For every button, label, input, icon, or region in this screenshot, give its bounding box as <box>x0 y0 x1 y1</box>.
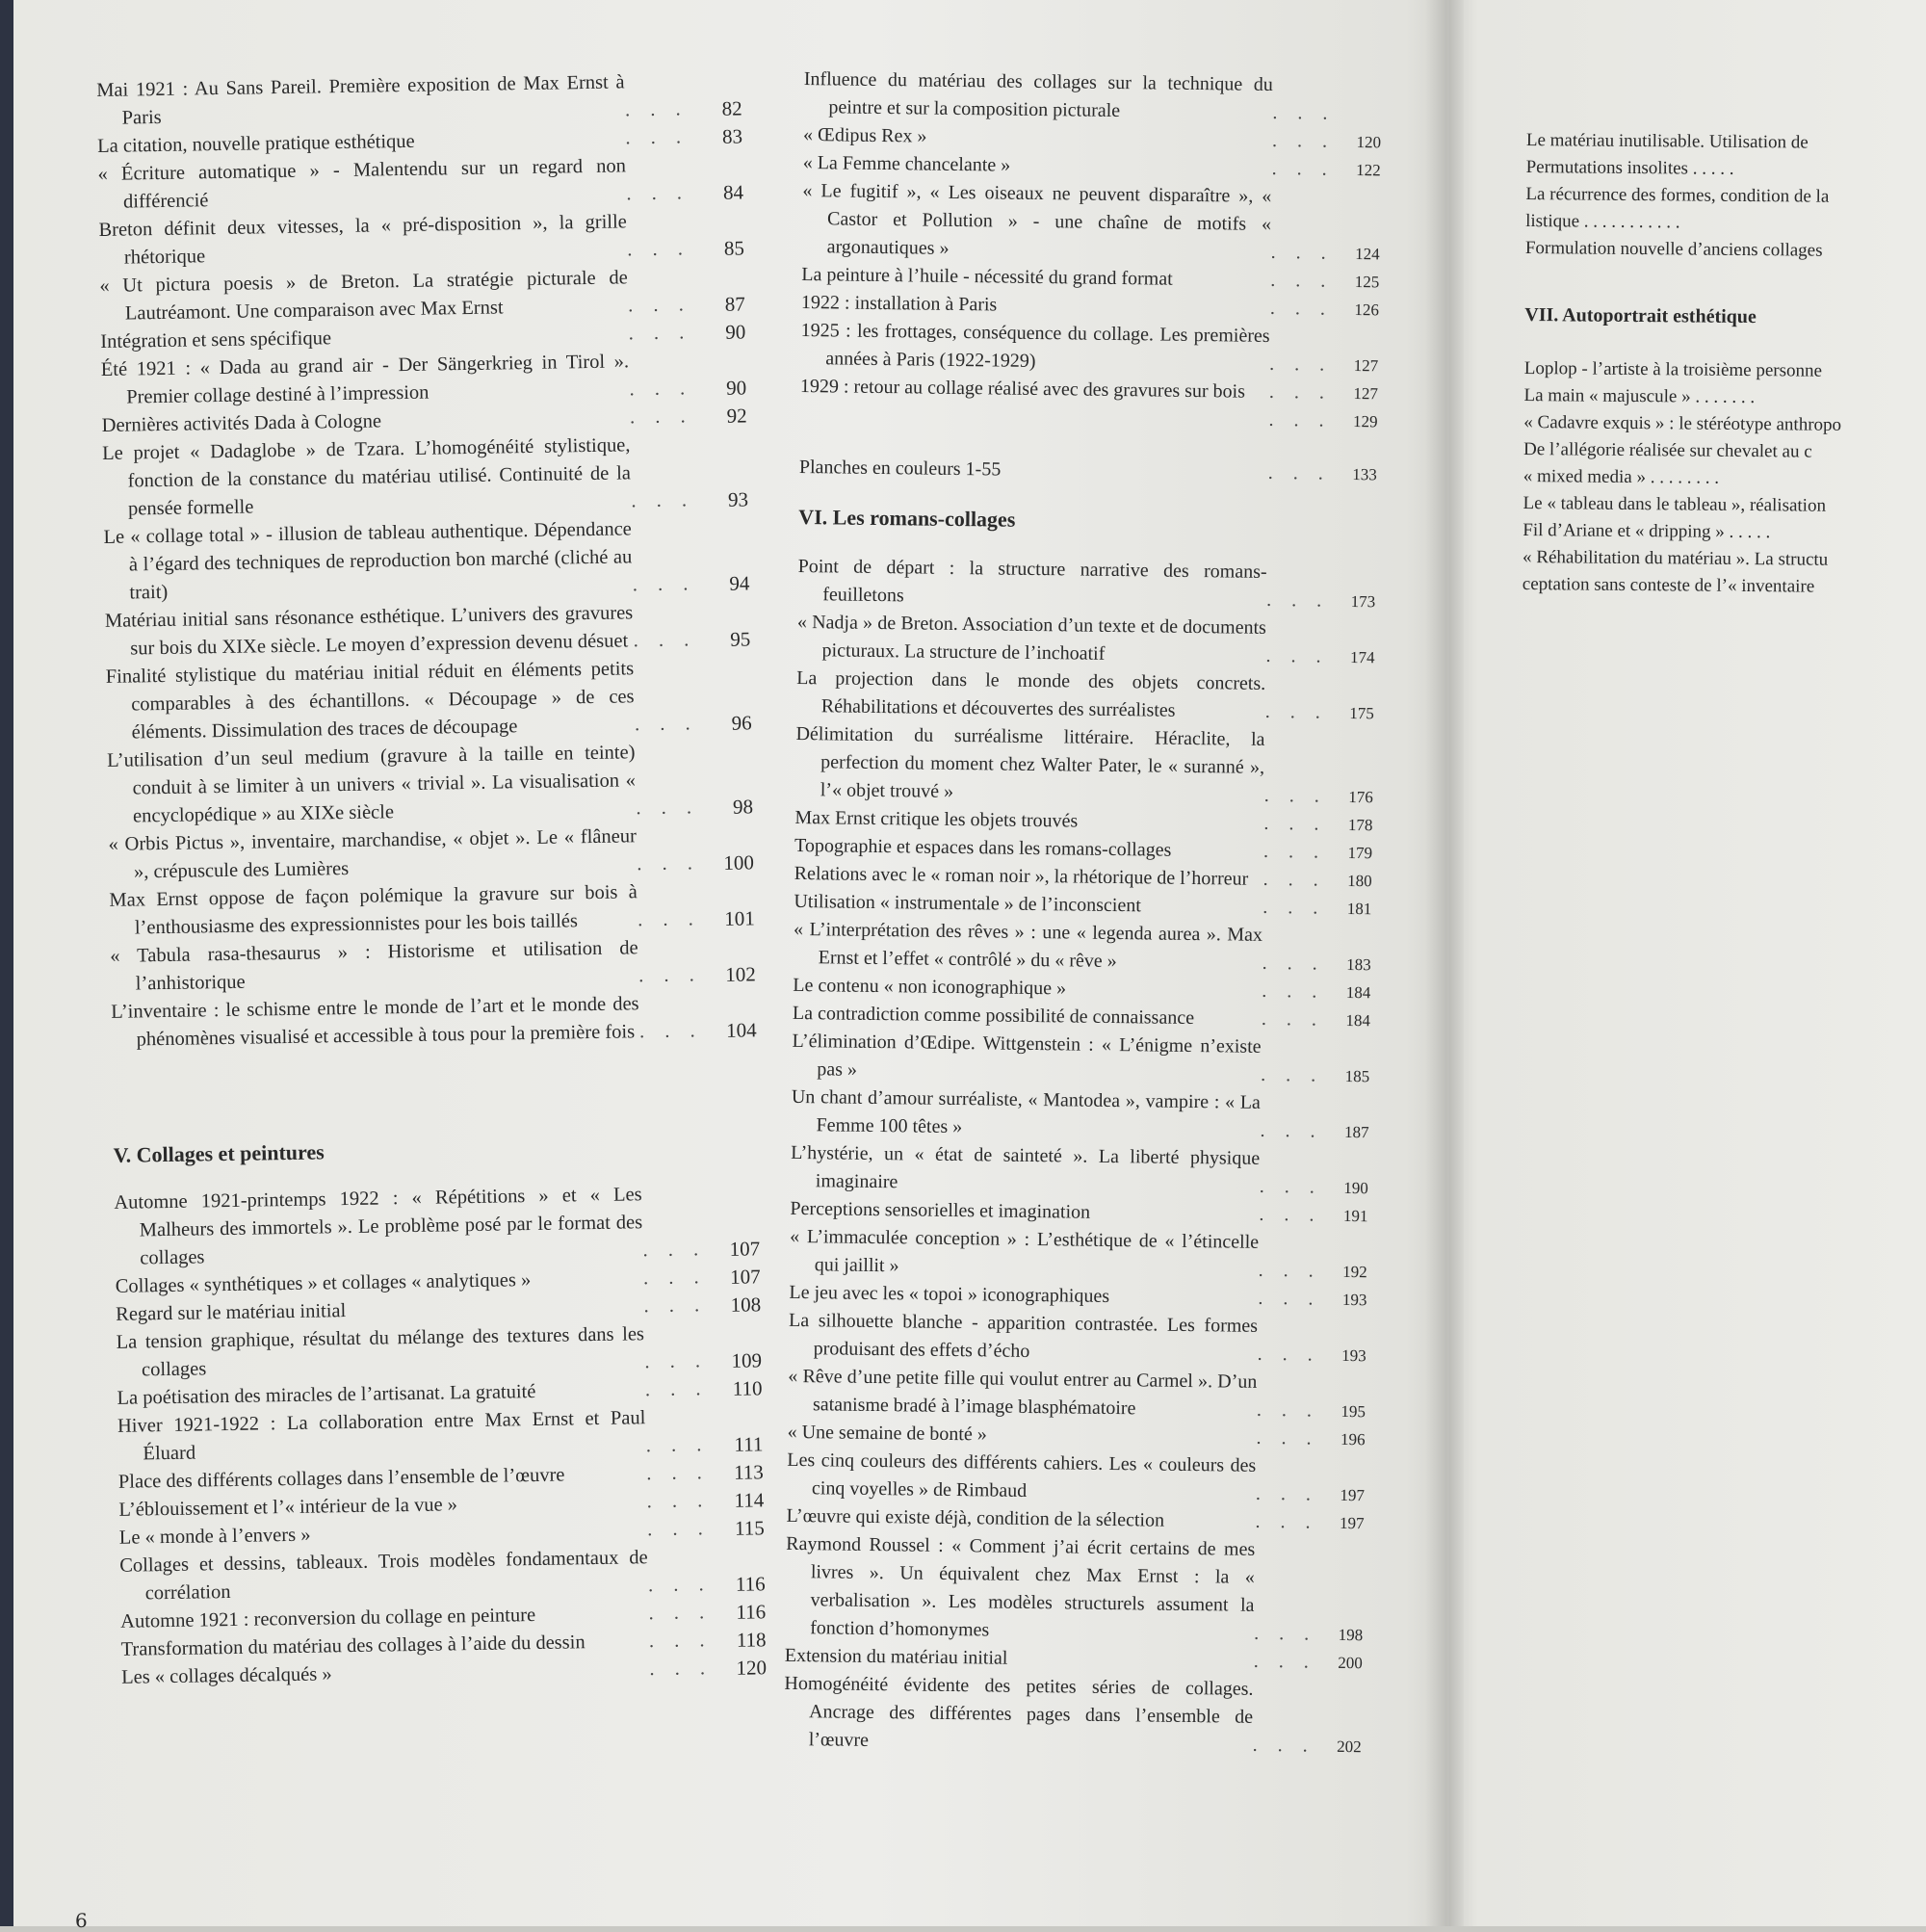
toc-entry <box>800 317 1379 379</box>
toc-entry-page-number: 108 <box>707 1291 761 1319</box>
toc-entry <box>116 1318 762 1385</box>
dot-leader: . . . <box>630 403 693 431</box>
toc-entry-page-number: 192 <box>1321 1258 1367 1287</box>
toc-entry-title: Délimitation du surréalisme littéraire. Héraclite, la perfection du moment chez Walter Pater, le « suranné », l’« objet trouvé » <box>795 720 1265 810</box>
toc-entry-title: listique . . . . . . . . . . . <box>1525 208 1886 238</box>
toc-entry-title: 1922 : installation à Paris <box>801 289 1270 323</box>
dot-leader: . . . <box>1263 810 1326 839</box>
dot-leader: . . . <box>1258 1341 1320 1370</box>
toc-entry-title: Le « tableau dans le tableau », réalisation <box>1523 490 1883 520</box>
toc-entry-page-number: 185 <box>1323 1062 1369 1091</box>
toc-entry <box>796 609 1375 671</box>
toc-entry-page-number: 124 <box>1333 240 1379 269</box>
dot-leader: . . . <box>626 179 690 208</box>
book-cover-edge <box>0 0 13 1926</box>
toc-entry-page-number: 115 <box>711 1514 765 1543</box>
dot-leader: . . . <box>1270 295 1333 324</box>
toc-entry <box>97 150 743 217</box>
dot-leader: . . . <box>1262 894 1325 923</box>
toc-entry-page-number: 184 <box>1324 979 1370 1007</box>
toc-entry-page-number: 198 <box>1316 1621 1363 1650</box>
toc-entry-title: Les cinq couleurs des différents cahiers. Les « couleurs des cinq voyelles » de Rimbaud <box>787 1447 1257 1508</box>
toc-entry-title: Un chant d’amour surréaliste, « Mantodea », vampire : « La Femme 100 têtes » <box>791 1083 1261 1145</box>
toc-entry-title: Intégration et sens spécifique <box>100 320 629 356</box>
dot-leader: . . . <box>631 486 694 515</box>
dot-leader: . . . <box>638 961 702 990</box>
dot-leader: . . . <box>637 849 700 878</box>
toc-entry-page-number: 183 <box>1324 951 1370 979</box>
toc-entry-title: « L’interprétation des rêves » : une « legenda aurea ». Max Ernst et l’effet « contrôlé » du « rêve » <box>794 916 1263 978</box>
dot-leader: . . . <box>649 1655 713 1684</box>
toc-entry-title: Le jeu avec les « topoi » iconographiques <box>789 1279 1258 1313</box>
toc-entry-page-number: 193 <box>1320 1342 1366 1371</box>
toc-entry-page-number: 114 <box>710 1486 764 1515</box>
toc-entry-page-number: 179 <box>1326 839 1372 868</box>
toc-entry-page-number: 87 <box>691 290 745 319</box>
toc-entry-title: « Réhabilitation du matériau ». La structu <box>1523 544 1883 574</box>
dot-leader: . . . <box>643 1292 707 1320</box>
toc-entry-title: Max Ernst critique les objets trouvés <box>794 804 1263 838</box>
toc-entry <box>1523 544 1926 575</box>
dot-leader: . . . <box>1256 1480 1318 1509</box>
dot-leader: . . . <box>1268 459 1331 488</box>
toc-entry-title: Planches en couleurs 1-55 <box>799 454 1268 487</box>
dot-leader: . . . <box>1270 239 1333 268</box>
toc-entry-title: « Une semaine de bonté » <box>787 1419 1256 1452</box>
toc-entry-title: Utilisation « instrumentale » de l’inconscient <box>794 888 1262 922</box>
dot-leader: . . . <box>625 95 689 124</box>
dot-leader: . . . <box>1262 1005 1324 1034</box>
toc-entry-title: La contradiction comme possibilité de connaissance <box>793 1000 1262 1033</box>
toc-entry-page-number: 109 <box>708 1346 762 1375</box>
toc-entry <box>789 1307 1367 1370</box>
toc-entry <box>99 262 745 328</box>
toc-entry-title: Influence du matériau des collages sur la technique du peintre et sur la composition picturale <box>803 65 1273 127</box>
toc-entry-title: « Rêve d’une petite fille qui voulut entrer au Carmel ». D’un satanisme bradé à l’image blasphématoire <box>788 1363 1258 1424</box>
toc-entry-page-number: 184 <box>1324 1006 1370 1035</box>
toc-entry-title: Transformation du matériau des collages à l’aide du dessin <box>120 1628 649 1664</box>
toc-entry-page-number: 174 <box>1328 643 1374 672</box>
dot-leader: . . . <box>628 319 691 348</box>
toc-entry-page-number: 113 <box>710 1458 764 1487</box>
toc-entry-page-number: 98 <box>699 793 753 822</box>
toc-entry-title: L’utilisation d’un seul medium (gravure à la taille en teinte) conduit à se limiter à un univers « trivial ». La visualisation « encyclopédique » au XIXe siècle <box>107 739 637 831</box>
toc-entry-title: La peinture à l’huile - nécessité du grand format <box>801 261 1270 295</box>
toc-entry-title: Topographie et espaces dans les romans-collages <box>794 832 1263 866</box>
dot-leader: . . . <box>1272 155 1335 184</box>
toc-column-middle <box>784 65 1382 1761</box>
toc-entry-title: Automne 1921 : reconversion du collage en peinture <box>120 1600 649 1636</box>
dot-leader: . . . <box>646 1487 710 1516</box>
toc-entry <box>102 430 748 524</box>
toc-entry <box>106 653 752 747</box>
toc-entry-page-number: 197 <box>1317 1509 1364 1538</box>
toc-entry-title: Automne 1921-printemps 1922 : « Répétitions » et « Les Malheurs des immortels ». Le problème posé par le format des collages <box>114 1181 643 1273</box>
dot-leader: . . . <box>633 626 696 655</box>
dot-leader: . . . <box>648 1599 712 1628</box>
toc-entry-page-number: 101 <box>701 904 755 933</box>
toc-entry <box>111 988 757 1055</box>
toc-column-left <box>96 66 767 1691</box>
toc-entry-title: « Nadja » de Breton. Association d’un texte et de documents picturaux. La structure de l’inchoatif <box>796 609 1266 670</box>
toc-entry-page-number: 90 <box>692 374 746 403</box>
dot-leader: . . . <box>1272 127 1335 156</box>
toc-entry-page-number: 90 <box>691 318 745 347</box>
toc-entry-title: Fil d’Ariane et « dripping » . . . . . <box>1523 517 1883 547</box>
toc-entry-title: Le projet « Dadaglobe » de Tzara. L’homogénéité stylistique, fonction de la constance du matériau utilisé. Continuité de la pensée formelle <box>102 431 632 524</box>
toc-entry-title: Le matériau inutilisable. Utilisation de <box>1526 127 1887 157</box>
toc-entry-page-number: 84 <box>690 178 743 207</box>
dot-leader: . . . <box>1272 99 1335 128</box>
dot-leader: . . . <box>1263 866 1326 895</box>
toc-entry <box>114 1179 760 1273</box>
toc-column-right <box>1523 127 1926 602</box>
dot-leader: . . . <box>1261 1061 1323 1090</box>
toc-entry <box>797 553 1376 615</box>
toc-entry-title: L’inventaire : le schisme entre le monde de l’art et le monde des phénomènes visualisé et accessible à tous pour la première fois <box>111 990 639 1055</box>
dot-leader: . . . <box>1257 1397 1319 1425</box>
toc-entry-page-number: 191 <box>1321 1202 1367 1231</box>
toc-entry-title: Hiver 1921-1922 : La collaboration entre Max Ernst et Paul Éluard <box>117 1404 646 1469</box>
toc-entry-title: La poétisation des miracles de l’artisanat. La gratuité <box>117 1376 645 1413</box>
toc-entry <box>105 597 751 664</box>
toc-entry <box>791 1139 1369 1202</box>
toc-entry-page-number: 178 <box>1326 811 1372 840</box>
toc-entry <box>1523 409 1926 440</box>
toc-entry-page-number: 107 <box>706 1263 760 1292</box>
toc-entry-title: « L’immaculée conception » : L’esthétique de « l’étincelle qui jaillit » <box>790 1223 1260 1285</box>
toc-entry <box>101 346 747 412</box>
dot-leader: . . . <box>636 794 699 822</box>
toc-entry-page-number: 85 <box>690 234 744 263</box>
dot-leader: . . . <box>1264 782 1327 811</box>
toc-entry <box>790 1223 1368 1286</box>
toc-entry-page-number: 197 <box>1318 1481 1365 1510</box>
toc-entry <box>107 737 753 831</box>
toc-list-section-vi <box>784 553 1376 1761</box>
dot-leader: . . . <box>649 1627 713 1656</box>
dot-leader: . . . <box>1269 379 1332 407</box>
dot-leader: . . . <box>1254 1620 1316 1649</box>
toc-entry-page-number: 127 <box>1332 379 1378 408</box>
dot-leader: . . . <box>1266 587 1329 615</box>
toc-entry-title: Le « monde à l’envers » <box>119 1516 648 1553</box>
toc-entry-title: La citation, nouvelle pratique esthétique <box>97 124 626 161</box>
toc-entry <box>1525 208 1926 239</box>
toc-entry-title: La tension graphique, résultat du mélange des textures dans les collages <box>116 1320 644 1385</box>
toc-entry-title: Collages « synthétiques » et collages « analytiques » <box>116 1265 644 1301</box>
toc-entry <box>108 821 754 887</box>
toc-entry <box>103 513 749 608</box>
toc-entry-title: Mai 1921 : Au Sans Pareil. Première exposition de Max Ernst à Paris <box>96 68 625 133</box>
dot-leader: . . . <box>1256 1424 1318 1453</box>
toc-entry-page-number: 111 <box>709 1430 763 1459</box>
dot-leader: . . . <box>1260 1117 1322 1146</box>
toc-entry-title: « Le fugitif », « Les oiseaux ne peuvent disparaître », « Castor et Pollution » - une chaîne de motifs « argonautiques » <box>802 177 1272 267</box>
dot-leader: . . . <box>648 1571 712 1600</box>
dot-leader: . . . <box>644 1347 708 1376</box>
toc-entry <box>1523 436 1926 467</box>
toc-entry <box>1524 355 1926 386</box>
toc-entry-title: « mixed media » . . . . . . . . <box>1523 463 1884 493</box>
toc-entry-title: « Œdipus Rex » <box>803 121 1272 155</box>
dot-leader: . . . <box>1260 1173 1322 1202</box>
dot-leader: . . . <box>627 235 690 264</box>
toc-entry-title: Le contenu « non iconographique » <box>793 972 1262 1005</box>
section-heading-v: V. Collages et peintures <box>113 1133 758 1168</box>
toc-entry-title: Relations avec le « roman noir », la rhétorique de l’horreur <box>794 860 1263 894</box>
toc-entry-title: « Cadavre exquis » : le stéréotype anthropo <box>1523 409 1884 439</box>
toc-entry-page-number: 110 <box>708 1374 762 1403</box>
dot-leader: . . . <box>645 1375 709 1404</box>
toc-entry <box>1523 382 1926 413</box>
toc-entry-page-number: 133 <box>1331 460 1377 489</box>
toc-entry-title: Perceptions sensorielles et imagination <box>790 1195 1259 1229</box>
toc-entry-page-number: 195 <box>1319 1397 1366 1426</box>
dot-leader: . . . <box>1269 351 1332 379</box>
toc-entry-page-number: 202 <box>1315 1733 1362 1762</box>
toc-entry <box>110 932 756 999</box>
toc-entry-title: Matériau initial sans résonance esthétique. L’univers des gravures sur bois du XIXe siècle. Le moyen d’expression devenu désuet <box>105 599 634 664</box>
toc-entry-title: Extension du matériau initial <box>785 1642 1254 1676</box>
toc-list-section-iv <box>96 66 757 1054</box>
dot-leader: . . . <box>629 375 692 404</box>
toc-entry-page-number: 196 <box>1318 1425 1365 1454</box>
toc-entry-title: Regard sur le matériau initial <box>116 1292 644 1329</box>
toc-list-section-vi-continued <box>1525 127 1926 266</box>
toc-entry-page-number: 82 <box>688 94 742 123</box>
toc-entry <box>119 1542 766 1608</box>
toc-entry-title: L’élimination d’Œdipe. Wittgenstein : « L’énigme n’existe pas » <box>792 1028 1262 1089</box>
toc-entry-title: Les « collages décalqués » <box>121 1656 650 1692</box>
toc-entry-title: « Écriture automatique » - Malentendu sur un regard non différencié <box>97 152 626 217</box>
toc-entry-title: Collages et dessins, tableaux. Trois modèles fondamentaux de corrélation <box>119 1544 648 1608</box>
toc-entry <box>803 65 1382 128</box>
toc-entry-title: L’éblouissement et l’« intérieur de la vue » <box>118 1488 647 1525</box>
toc-entry-title: Finalité stylistique du matériau initial réduit en éléments petits comparables à des échantillons. « Découpage » de ces éléments. Dissimulation des traces de découpage <box>106 655 636 747</box>
dot-leader: . . . <box>1253 1732 1315 1761</box>
toc-entry-title: « Tabula rasa-thesaurus » : Historisme et utilisation de l’anhistorique <box>110 934 638 999</box>
toc-entry-title: La projection dans le monde des objets concrets. Réhabilitations et découvertes des surréalistes <box>796 665 1266 726</box>
toc-entry-page-number: 96 <box>697 709 751 738</box>
toc-entry-title: ceptation sans conteste de l’« inventaire <box>1523 571 1883 601</box>
dot-leader: . . . <box>1265 698 1328 727</box>
toc-entry-page-number: 190 <box>1322 1174 1368 1203</box>
toc-entry <box>795 720 1374 811</box>
dot-leader: . . . <box>1255 1508 1317 1537</box>
toc-entry-page-number: 107 <box>706 1235 760 1264</box>
toc-entry-page-number: 104 <box>702 1016 756 1045</box>
section-heading-vii: VII. Autoportrait esthétique <box>1524 304 1926 330</box>
toc-entry-title: La main « majuscule » . . . . . . . <box>1523 382 1884 412</box>
section-heading-vi: VI. Les romans-collages <box>798 505 1376 536</box>
toc-entry-page-number: 93 <box>694 485 748 514</box>
dot-leader: . . . <box>646 1459 710 1488</box>
dot-leader: . . . <box>633 570 696 599</box>
toc-entry-page-number: 180 <box>1326 867 1372 896</box>
toc-entry-title: Point de départ : la structure narrative des romans-feuilletons <box>797 553 1267 614</box>
dot-leader: . . . <box>1270 267 1333 296</box>
toc-entry-title: « Ut pictura poesis » de Breton. La stratégie picturale de Lautréamont. Une comparaison avec Max Ernst <box>99 264 628 328</box>
toc-list-section-v <box>114 1179 767 1691</box>
dot-leader: . . . <box>642 1236 706 1265</box>
toc-entry <box>791 1083 1369 1146</box>
toc-entry <box>794 916 1372 979</box>
toc-entry-title: Raymond Roussel : « Comment j’ai écrit certains de mes livres ». Un équivalent chez Max Ernst : la « verbalisation ». Les modèles structurels assument la fonction d’homonymes <box>785 1530 1255 1648</box>
toc-entry-title: De l’allégorie réalisée sur chevalet au c <box>1523 436 1884 466</box>
toc-entry-title: Homogénéité évidente des petites séries de collages. Ancrage des différentes pages dans l’ensemble de l’œuvre <box>784 1670 1254 1760</box>
dot-leader: . . . <box>1254 1648 1316 1677</box>
toc-entry <box>785 1530 1364 1649</box>
toc-entry-title: Été 1921 : « Dada au grand air - Der Sängerkrieg in Tirol ». Premier collage destiné à l’impression <box>101 348 630 412</box>
toc-entry <box>1526 127 1926 158</box>
toc-entry-page-number: 126 <box>1333 296 1379 325</box>
toc-entry-page-number: 181 <box>1325 895 1371 924</box>
toc-list-section-vii <box>1523 355 1926 602</box>
dot-leader: . . . <box>639 1017 703 1046</box>
toc-entry-page-number: 92 <box>692 402 746 431</box>
toc-entry-page-number: 95 <box>696 625 750 654</box>
toc-entry <box>117 1402 764 1469</box>
toc-entry-title: 1925 : les frottages, conséquence du collage. Les premières années à Paris (1922-1929) <box>800 317 1270 379</box>
dot-leader: . . . <box>1258 1285 1320 1314</box>
toc-entry-page-number: 118 <box>712 1626 766 1655</box>
toc-entry-title: L’œuvre qui existe déjà, condition de la sélection <box>786 1502 1255 1536</box>
toc-entry <box>1523 571 1926 602</box>
toc-entry-title: Dernières activités Dada à Cologne <box>101 404 630 440</box>
toc-entry-page-number: 83 <box>689 122 742 151</box>
page-number: 6 <box>75 1909 88 1932</box>
toc-entry-page-number: 127 <box>1332 352 1378 380</box>
toc-entry <box>1523 490 1926 521</box>
dot-leader: . . . <box>1263 838 1326 867</box>
dot-leader: . . . <box>646 1431 710 1460</box>
dot-leader: . . . <box>1268 406 1331 435</box>
toc-entry-page-number: 100 <box>700 849 754 877</box>
dot-leader: . . . <box>628 291 691 320</box>
toc-entry <box>792 1028 1370 1090</box>
toc-entry <box>784 1670 1363 1761</box>
toc-entry <box>802 177 1381 268</box>
dot-leader: . . . <box>1259 1257 1321 1286</box>
toc-entry-page-number: 193 <box>1320 1286 1366 1315</box>
toc-entry <box>96 66 742 133</box>
dot-leader: . . . <box>1262 978 1324 1006</box>
toc-entry-page-number: 187 <box>1322 1118 1368 1147</box>
toc-entry-page-number: 200 <box>1316 1649 1363 1678</box>
toc-entry-page-number: 120 <box>1335 128 1381 157</box>
toc-entry-page-number: 122 <box>1335 156 1381 185</box>
toc-entry <box>787 1447 1366 1509</box>
toc-entry-page-number: 94 <box>695 569 749 598</box>
toc-entry <box>1525 181 1926 212</box>
toc-entry-title: Loplop - l’artiste à la troisième personne <box>1524 355 1885 385</box>
dot-leader: . . . <box>1265 642 1328 671</box>
toc-entry-page-number: 116 <box>712 1598 766 1627</box>
toc-entry <box>796 665 1375 727</box>
toc-entry-title: Formulation nouvelle d’anciens collages <box>1525 235 1886 265</box>
toc-entry-title: La récurrence des formes, condition de la <box>1525 181 1886 211</box>
toc-entry <box>788 1363 1366 1425</box>
toc-entry-page-number: 125 <box>1333 268 1379 297</box>
toc-entry-title: La silhouette blanche - apparition contrastée. Les formes produisant des effets d’écho <box>789 1307 1259 1369</box>
dot-leader: . . . <box>647 1515 711 1544</box>
toc-entry-page-number: 116 <box>711 1570 765 1599</box>
toc-entry-page-number: 102 <box>702 960 756 989</box>
toc-entry-page-number: 129 <box>1331 407 1377 436</box>
dot-leader: . . . <box>1262 950 1324 979</box>
toc-entry-title: Le « collage total » - illusion de tableau authentique. Dépendance à l’égard des techniques de reproduction bon marché (cliché au trait) <box>103 515 633 608</box>
toc-entry-title: L’hystérie, un « état de sainteté ». La liberté physique imaginaire <box>791 1139 1261 1201</box>
dot-leader: . . . <box>643 1264 707 1292</box>
dot-leader: . . . <box>635 710 698 739</box>
dot-leader: . . . <box>625 123 689 152</box>
toc-entry <box>1526 154 1926 185</box>
toc-entry-title: Permutations insolites . . . . . <box>1526 154 1887 184</box>
toc-entry <box>1523 517 1926 548</box>
dot-leader: . . . <box>1259 1201 1321 1230</box>
toc-entry-page-number: 120 <box>713 1654 767 1683</box>
toc-entry-page-number: 176 <box>1327 783 1373 812</box>
toc-entry-page-number: 175 <box>1328 699 1374 728</box>
toc-entry-title: « Orbis Pictus », inventaire, marchandise, « objet ». Le « flâneur », crépuscule des Lumières <box>108 822 637 887</box>
toc-entry-title: Max Ernst oppose de façon polémique la gravure sur bois à l’enthousiasme des expressionnistes pour les bois taillés <box>109 878 638 943</box>
toc-entry-title: Breton définit deux vitesses, la « pré-disposition », la grille rhétorique <box>98 208 627 273</box>
toc-entry <box>1525 235 1926 266</box>
toc-entry-title: Place des différents collages dans l’ensemble de l’œuvre <box>118 1460 647 1497</box>
toc-entry <box>98 206 744 273</box>
toc-entry <box>109 876 755 943</box>
toc-entry-page-number: 173 <box>1329 587 1375 616</box>
toc-list-section-v-continued <box>799 65 1382 435</box>
toc-entry-title: 1929 : retour au collage réalisé avec des gravures sur bois <box>800 373 1269 406</box>
toc-entry <box>1523 463 1926 494</box>
toc-entry-title: « La Femme chancelante » <box>803 149 1272 183</box>
dot-leader: . . . <box>638 905 701 934</box>
book-gutter <box>1425 0 1464 1926</box>
